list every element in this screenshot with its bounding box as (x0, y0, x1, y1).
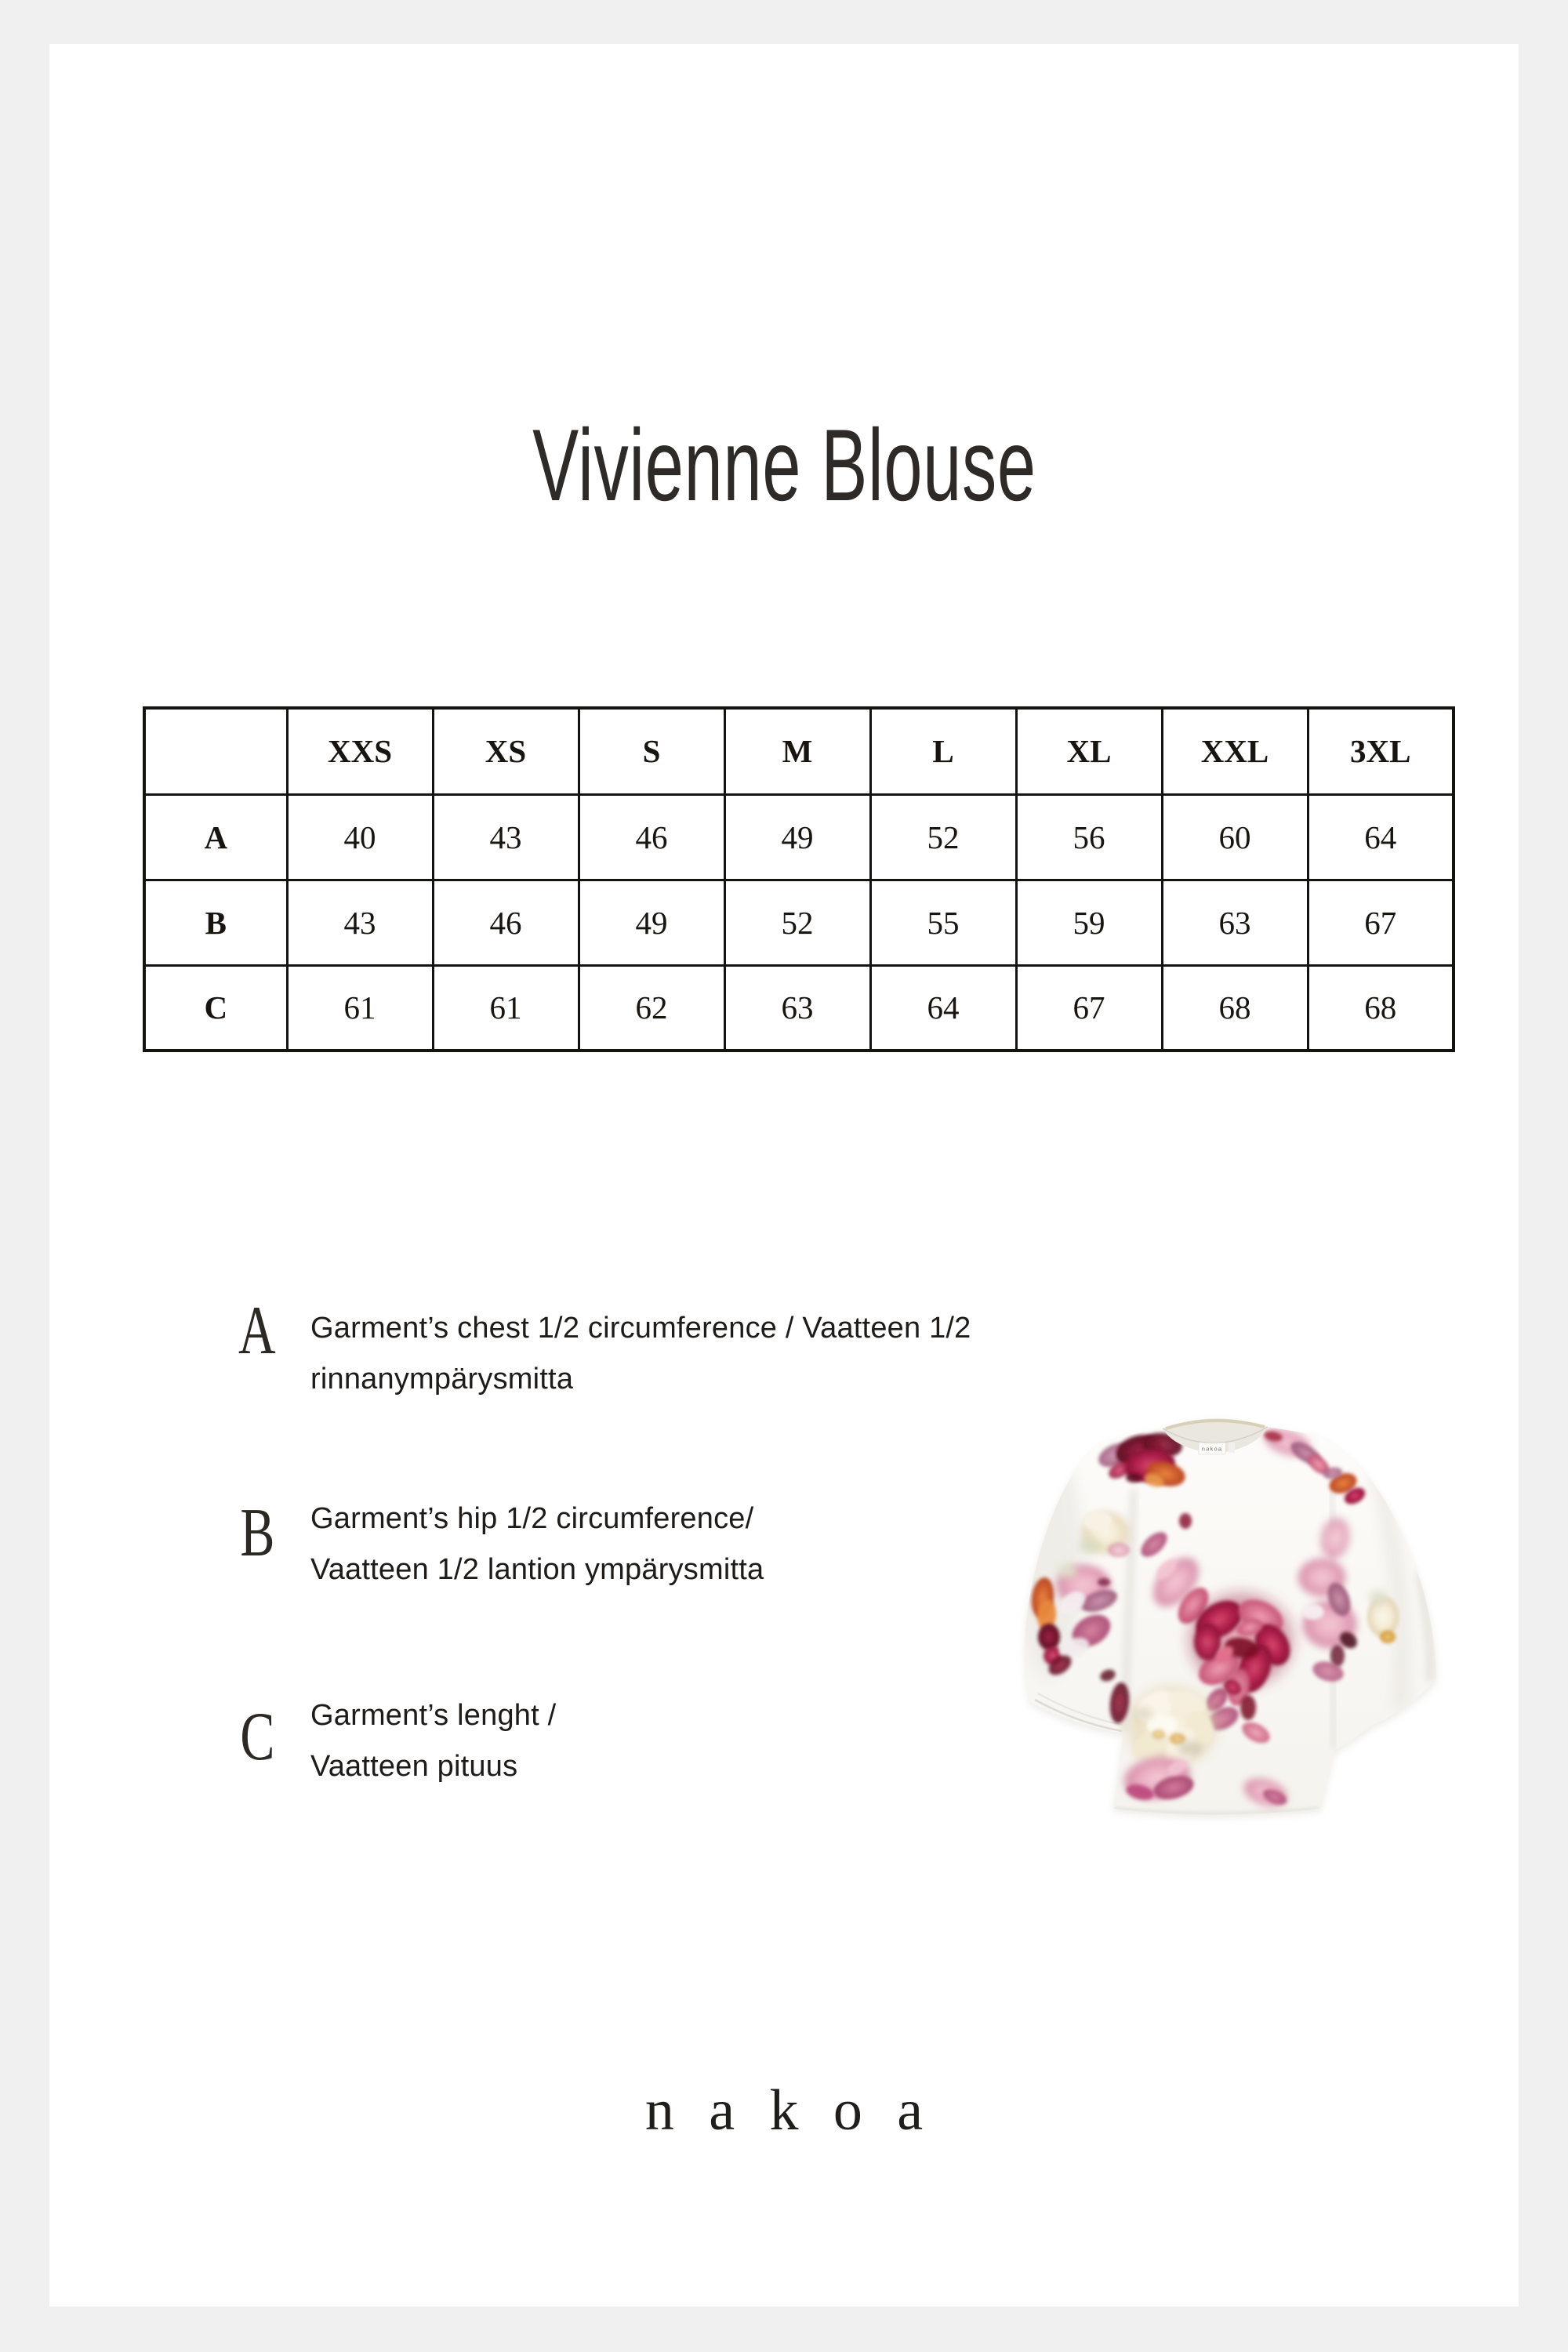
size-value-cell: 46 (433, 880, 579, 965)
size-value-cell: 43 (433, 794, 579, 880)
legend-b-line1: Garment’s hip 1/2 circumference/ (310, 1502, 754, 1535)
legend-a-line1: Garment’s chest 1/2 circumference / Vaatteen 1/2 (310, 1312, 971, 1345)
legend-text-c (310, 1690, 1016, 1792)
size-value-cell: 68 (1308, 965, 1454, 1051)
size-value-cell: 64 (1308, 794, 1454, 880)
size-column-header: XXS (287, 708, 433, 794)
size-value-cell: 64 (870, 965, 1016, 1051)
table-header-row (144, 708, 1454, 794)
size-column-header: XS (433, 708, 579, 794)
size-value-cell: 67 (1016, 965, 1162, 1051)
legend-key-a: A (238, 1293, 276, 1369)
size-value-cell: 67 (1308, 880, 1454, 965)
page-title-text: Vivienne Blouse (532, 408, 1036, 522)
legend-key-b: B (239, 1495, 275, 1571)
measure-row-label: C (144, 965, 287, 1051)
measure-row-label: A (144, 794, 287, 880)
content-card (49, 44, 1519, 2307)
size-value-cell: 40 (287, 794, 433, 880)
table-row (144, 880, 1454, 965)
size-column-header: XL (1016, 708, 1162, 794)
size-value-cell: 60 (1162, 794, 1308, 880)
size-value-cell: 63 (1162, 880, 1308, 965)
measure-row-label: B (144, 880, 287, 965)
table-corner-cell (144, 708, 287, 794)
size-table (143, 706, 1455, 1052)
size-value-cell: 55 (870, 880, 1016, 965)
size-value-cell: 63 (724, 965, 870, 1051)
legend-a-line2: rinnanympärysmitta (310, 1363, 574, 1396)
neck-label: nakoa (1201, 1445, 1223, 1453)
size-column-header: M (724, 708, 870, 794)
size-value-cell: 52 (870, 794, 1016, 880)
size-value-cell: 43 (287, 880, 433, 965)
product-photo (980, 1396, 1529, 1866)
legend-text-b (310, 1494, 1016, 1595)
legend-b-line2: Vaatteen 1/2 lantion ympärysmitta (310, 1553, 764, 1586)
size-value-cell: 62 (579, 965, 724, 1051)
size-value-cell: 68 (1162, 965, 1308, 1051)
size-column-header: XXL (1162, 708, 1308, 794)
blouse-illustration (980, 1396, 1529, 1866)
legend-c-line2: Vaatteen pituus (310, 1750, 518, 1783)
size-value-cell: 56 (1016, 794, 1162, 880)
legend-text-a (310, 1303, 1016, 1405)
size-value-cell: 59 (1016, 880, 1162, 965)
size-column-header: L (870, 708, 1016, 794)
brand-logo: nakoa (644, 2078, 958, 2143)
table-row (144, 965, 1454, 1051)
table-row (144, 794, 1454, 880)
size-value-cell: 52 (724, 880, 870, 965)
page-title (49, 408, 1519, 524)
size-value-cell: 49 (724, 794, 870, 880)
size-value-cell: 61 (433, 965, 579, 1051)
legend-c-line1: Garment’s lenght / (310, 1699, 557, 1732)
size-value-cell: 49 (579, 880, 724, 965)
size-column-header: 3XL (1308, 708, 1454, 794)
legend-key-c: C (239, 1699, 275, 1775)
size-value-cell: 61 (287, 965, 433, 1051)
size-column-header: S (579, 708, 724, 794)
size-tag (1229, 1443, 1235, 1453)
size-value-cell: 46 (579, 794, 724, 880)
